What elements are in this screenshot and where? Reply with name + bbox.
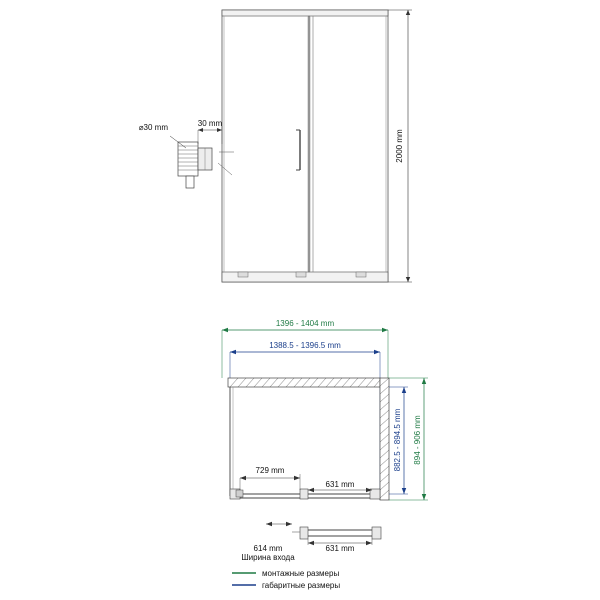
plan-panel-left-arrow-a xyxy=(240,476,246,480)
plan-corner-fitting-right xyxy=(370,489,380,499)
entrance-arrow-left xyxy=(266,522,272,526)
plan-mid-fitting xyxy=(300,489,308,499)
plan-overall-depth-arrow-top xyxy=(422,378,426,384)
plan-overall-depth-arrow-bottom xyxy=(422,494,426,500)
legend-group xyxy=(232,569,340,590)
plan-inner-width-label: 1388.5 - 1396.5 mm xyxy=(269,341,341,350)
detail-diameter-label: ⌀30 mm xyxy=(138,123,168,132)
plan-inner-width-arrow-left xyxy=(230,350,236,354)
front-view-height-arrow-bottom xyxy=(406,277,410,282)
plan-overall-width-label: 1396 - 1404 mm xyxy=(275,319,335,328)
front-view-group xyxy=(139,10,412,282)
plan-panel-right-arrow-a xyxy=(308,488,314,492)
plan-fitting-left-inner xyxy=(236,490,243,497)
legend-label-green: монтажные размеры xyxy=(262,569,340,578)
plan-wall-top xyxy=(228,378,380,387)
plan-overall-width-arrow-right xyxy=(382,328,388,332)
bottom-detail-width-label: 631 mm xyxy=(325,544,355,553)
plan-panel-left-arrow-b xyxy=(294,476,300,480)
plan-inner-width-arrow-right xyxy=(374,350,380,354)
plan-overall-width-arrow-left xyxy=(222,328,228,332)
front-view-roller-left xyxy=(238,272,248,277)
front-view-roller-right xyxy=(356,272,366,277)
plan-inner-depth-label: 882.5 - 894.5 mm xyxy=(393,408,402,472)
entrance-width-caption: Ширина входа xyxy=(241,553,295,562)
bottom-detail-group xyxy=(241,522,381,562)
detail-stem xyxy=(186,176,194,188)
plan-wall-right xyxy=(380,378,389,500)
entrance-width-label: 614 mm xyxy=(253,544,283,553)
profile-detail-group xyxy=(139,119,234,188)
front-view-frame xyxy=(222,10,388,282)
entrance-arrow-right xyxy=(286,522,292,526)
detail-depth-arrow-left xyxy=(198,128,203,132)
legend-label-blue: габаритные размеры xyxy=(262,581,341,590)
plan-overall-depth-label: 894 - 906 mm xyxy=(413,415,422,465)
bottom-detail-fitting-right xyxy=(372,527,381,539)
bottom-detail-fitting-left xyxy=(300,527,308,539)
plan-inner-depth-arrow-top xyxy=(402,387,406,393)
plan-view-group xyxy=(222,319,428,500)
front-view-top-rail xyxy=(222,10,388,16)
front-view-height-label: 2000 mm xyxy=(395,129,404,163)
plan-inner-depth-arrow-bottom xyxy=(402,488,406,494)
plan-panel-right-label: 631 mm xyxy=(325,480,355,489)
detail-depth-arrow-right xyxy=(217,128,222,132)
detail-profile-body xyxy=(178,142,198,176)
bottom-detail-arrow-right xyxy=(366,541,372,545)
plan-panel-left-label: 729 mm xyxy=(255,466,285,475)
bottom-detail-arrow-left xyxy=(308,541,314,545)
front-view-height-arrow-top xyxy=(406,10,410,15)
front-view-roller-mid xyxy=(296,272,306,277)
detail-depth-label: 30 mm xyxy=(197,119,223,128)
